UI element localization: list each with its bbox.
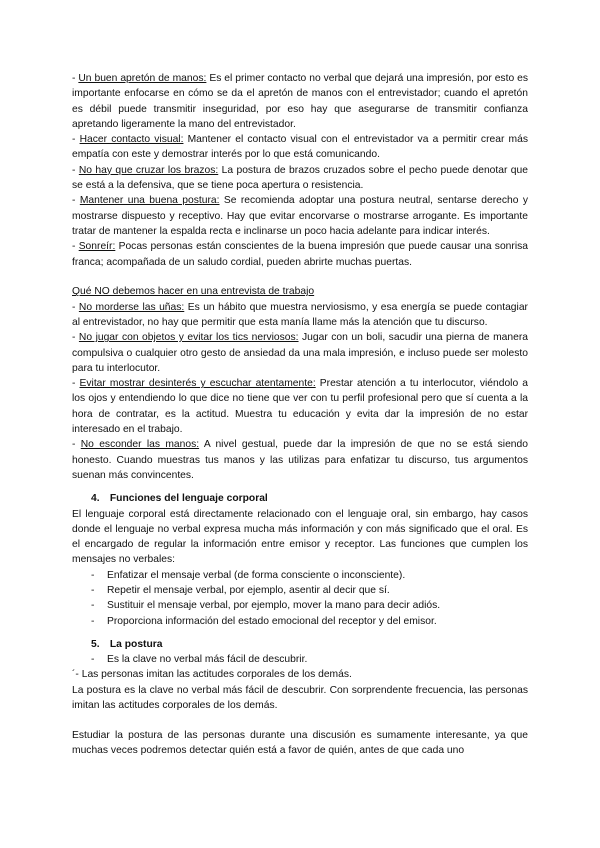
document-page	[72, 71, 528, 758]
dash: -	[72, 134, 80, 146]
dont-title: No morderse las uñas:	[78, 301, 185, 313]
tip-text: La postura de brazos cruzados sobre el pecho puede denotar que se está a la defensiva, que se tiene poca apertura o resistencia.	[72, 164, 528, 192]
dash: -	[72, 439, 81, 451]
dont-disinterest	[72, 376, 528, 437]
dash: -	[72, 332, 79, 344]
dont-objects	[72, 330, 528, 376]
tip-title: Sonreír:	[78, 241, 116, 253]
list-item: - Es la clave no verbal más fácil de descubrir.	[72, 652, 528, 667]
dont-title: Evitar mostrar desinterés y escuchar atentamente:	[79, 378, 316, 390]
posture-list	[72, 652, 528, 667]
section-4-heading	[72, 491, 528, 506]
dash: -	[72, 241, 79, 253]
functions-list	[72, 568, 528, 629]
dash: -	[72, 378, 80, 390]
tip-title: Mantener una buena postura:	[79, 195, 220, 207]
tip-title: Un buen apretón de manos:	[78, 73, 207, 84]
dash: -	[72, 195, 80, 207]
tip-title: No hay que cruzar los brazos:	[78, 164, 219, 176]
section-number: 4.	[91, 493, 100, 505]
section-number: 5.	[91, 638, 100, 650]
tip-text: Se recomienda adoptar una postura neutral, sentarse derecho y mostrarse dispuesto y receptivo. Hay que evitar encorvarse o mostrarse arrogante. Es importante tratar de mantener la espalda recta e inclinarse un poco hacia adelante para indicar interés.	[72, 195, 528, 237]
dont-text: Es un hábito que muestra nerviosismo, y esa energía se puede contagiar al entrevistador, no hay que permitir que esta manía llame más la atención que tu discurso.	[72, 301, 528, 328]
spacer	[72, 713, 528, 728]
dont-title: No jugar con objetos y evitar los tics nerviosos:	[78, 332, 299, 344]
section-title: Funciones del lenguaje corporal	[109, 493, 268, 505]
dont-nails	[72, 300, 528, 331]
dash: -	[72, 73, 79, 84]
tip-eye-contact	[72, 132, 528, 163]
section-5-heading	[72, 637, 528, 652]
section-5-paragraph-2: Estudiar la postura de las personas durante una discusión es sumamente interesante, ya que muchas veces podremos detectar quién está a favor de quién, antes de que cada uno	[72, 729, 528, 757]
tip-text: Pocas personas están conscientes de la buena impresión que puede causar una sonrisa franca; acompañada de un saludo cordial, pueden abrirte muchas puertas.	[72, 241, 528, 268]
donts-heading: Qué NO debemos hacer en una entrevista de trabajo	[72, 286, 315, 298]
dont-hands	[72, 437, 528, 483]
tip-title: Hacer contacto visual:	[79, 134, 184, 146]
tip-text: Mantener el contacto visual con el entrevistador va a permitir crear más empatía con este y demostrar interés por lo que está comunicando.	[72, 134, 528, 161]
spacer	[72, 270, 528, 285]
tip-arms	[72, 163, 528, 194]
list-item: - Repetir el mensaje verbal, por ejemplo, asentir al decir que sí.	[72, 583, 528, 598]
imitation-line: ´- Las personas imitan las actitudes corporales de los demás.	[72, 669, 352, 681]
dont-text: Jugar con un boli, sacudir una pierna de manera compulsiva o cualquier otro gesto de ansiedad da una mala impresión, e incluso puede ser molesto para tu interlocutor.	[72, 332, 528, 374]
dash: -	[72, 164, 79, 176]
tip-text: Es el primer contacto no verbal que dejará una impresión, por esto es importante enfocarse en cómo se da el apretón de manos con el entrevistador; cuando el apretón es débil puede transmitir inseguridad, por eso hay que asegurarse de transmitir confianza apretando ligeramente la mano del entrevistador.	[72, 73, 528, 130]
tip-smile	[72, 239, 528, 270]
dont-title: No esconder las manos:	[80, 439, 200, 451]
dash: -	[72, 301, 79, 313]
section-title: La postura	[109, 638, 163, 650]
dont-text: Prestar atención a tu interlocutor, viéndolo a los ojos y entendiendo lo que dice no tiene que ver con tu perfil profesional pero que sí cuenta a la hora de contratar, es la actitud. Muestra tu educación y evita dar la impresión de no estar interesado en el trabajo.	[72, 378, 528, 436]
tip-posture	[72, 193, 528, 239]
spacer	[72, 483, 528, 491]
section-4-paragraph: El lenguaje corporal está directamente relacionado con el lenguaje oral, sin embargo, hay casos donde el lenguaje no verbal expresa mucha más información y con más significado que el oral. Es el encargado de regular la información entre emisor y receptor. Las funciones que cumplen los mensajes no verbales:	[72, 508, 528, 566]
section-5-paragraph-1: La postura es la clave no verbal más fácil de descubrir. Con sorprendente frecuencia, las personas imitan las actitudes corporales de los demás.	[72, 684, 528, 712]
dont-text: A nivel gestual, puede dar la impresión de que no se está siendo honesto. Cuando muestras tus manos y las utilizas para enfatizar tu discurso, tus argumentos suenan más convincentes.	[72, 439, 528, 481]
list-item: - Enfatizar el mensaje verbal (de forma consciente o inconsciente).	[72, 568, 528, 583]
tip-handshake	[72, 71, 528, 132]
list-item: - Proporciona información del estado emocional del receptor y del emisor.	[72, 614, 528, 629]
spacer	[72, 629, 528, 637]
list-item: - Sustituir el mensaje verbal, por ejemplo, mover la mano para decir adiós.	[72, 598, 528, 613]
